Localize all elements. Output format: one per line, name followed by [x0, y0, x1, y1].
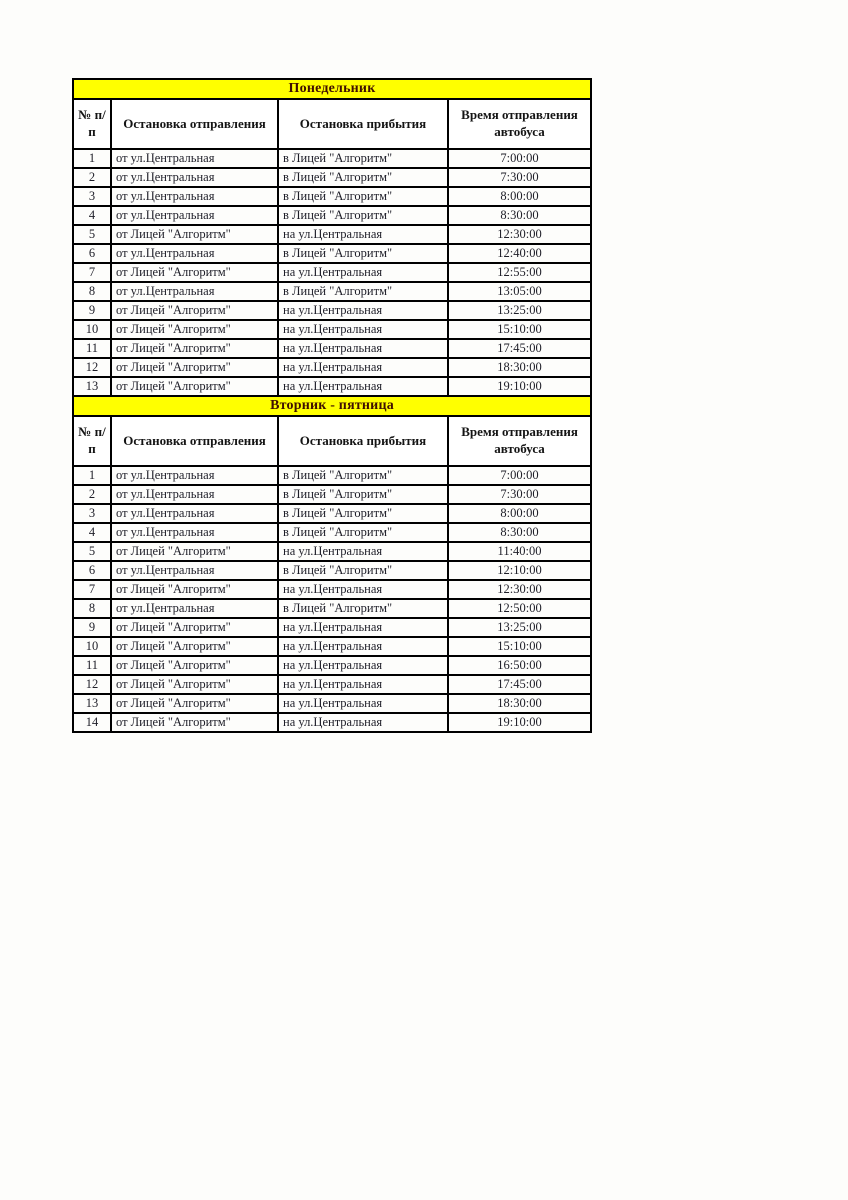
departure-stop-cell: от Лицей "Алгоритм"	[111, 358, 278, 377]
col-header-time: Время отправления автобуса	[448, 99, 591, 149]
departure-time-cell: 12:10:00	[448, 561, 591, 580]
schedule-row	[73, 561, 591, 580]
departure-time-cell: 8:30:00	[448, 523, 591, 542]
row-number-cell: 3	[73, 504, 111, 523]
schedule-row	[73, 149, 591, 168]
departure-time-cell: 19:10:00	[448, 713, 591, 732]
row-number-cell: 11	[73, 339, 111, 358]
schedule-row	[73, 485, 591, 504]
schedule-row	[73, 358, 591, 377]
departure-stop-cell: от ул.Центральная	[111, 168, 278, 187]
arrival-stop-cell: на ул.Центральная	[278, 377, 448, 396]
schedule-row	[73, 618, 591, 637]
departure-stop-cell: от Лицей "Алгоритм"	[111, 675, 278, 694]
schedule-rows-tuesday-friday	[73, 466, 591, 732]
row-number-cell: 14	[73, 713, 111, 732]
schedule-section-monday	[72, 78, 592, 397]
schedule-row	[73, 187, 591, 206]
departure-stop-cell: от ул.Центральная	[111, 282, 278, 301]
arrival-stop-cell: на ул.Центральная	[278, 301, 448, 320]
departure-stop-cell: от Лицей "Алгоритм"	[111, 580, 278, 599]
departure-time-cell: 17:45:00	[448, 339, 591, 358]
departure-time-cell: 13:25:00	[448, 301, 591, 320]
row-number-cell: 12	[73, 358, 111, 377]
row-number-cell: 5	[73, 542, 111, 561]
arrival-stop-cell: на ул.Центральная	[278, 542, 448, 561]
departure-stop-cell: от ул.Центральная	[111, 244, 278, 263]
departure-stop-cell: от ул.Центральная	[111, 187, 278, 206]
row-number-cell: 8	[73, 599, 111, 618]
row-number-cell: 7	[73, 263, 111, 282]
departure-stop-cell: от ул.Центральная	[111, 599, 278, 618]
arrival-stop-cell: на ул.Центральная	[278, 320, 448, 339]
table-title-row	[73, 79, 591, 99]
col-header-number: № п/п	[73, 416, 111, 466]
arrival-stop-cell: на ул.Центральная	[278, 225, 448, 244]
row-number-cell: 6	[73, 561, 111, 580]
arrival-stop-cell: на ул.Центральная	[278, 656, 448, 675]
departure-time-cell: 15:10:00	[448, 320, 591, 339]
schedule-row	[73, 263, 591, 282]
departure-time-cell: 7:30:00	[448, 485, 591, 504]
departure-time-cell: 7:00:00	[448, 149, 591, 168]
departure-time-cell: 17:45:00	[448, 675, 591, 694]
departure-stop-cell: от Лицей "Алгоритм"	[111, 618, 278, 637]
schedule-rows-monday	[73, 149, 591, 396]
schedule-row	[73, 206, 591, 225]
arrival-stop-cell: в Лицей "Алгоритм"	[278, 168, 448, 187]
row-number-cell: 4	[73, 206, 111, 225]
col-header-departure: Остановка отправления	[111, 416, 278, 466]
arrival-stop-cell: на ул.Центральная	[278, 618, 448, 637]
departure-stop-cell: от Лицей "Алгоритм"	[111, 320, 278, 339]
column-header-row	[73, 99, 591, 149]
col-header-arrival: Остановка прибытия	[278, 416, 448, 466]
schedule-row	[73, 504, 591, 523]
arrival-stop-cell: в Лицей "Алгоритм"	[278, 561, 448, 580]
schedule-row	[73, 282, 591, 301]
departure-stop-cell: от ул.Центральная	[111, 561, 278, 580]
col-header-number: № п/п	[73, 99, 111, 149]
row-number-cell: 13	[73, 377, 111, 396]
arrival-stop-cell: в Лицей "Алгоритм"	[278, 466, 448, 485]
arrival-stop-cell: на ул.Центральная	[278, 263, 448, 282]
departure-stop-cell: от ул.Центральная	[111, 523, 278, 542]
col-header-departure: Остановка отправления	[111, 99, 278, 149]
row-number-cell: 8	[73, 282, 111, 301]
departure-stop-cell: от Лицей "Алгоритм"	[111, 301, 278, 320]
departure-time-cell: 18:30:00	[448, 358, 591, 377]
departure-stop-cell: от Лицей "Алгоритм"	[111, 263, 278, 282]
row-number-cell: 4	[73, 523, 111, 542]
row-number-cell: 10	[73, 637, 111, 656]
row-number-cell: 2	[73, 168, 111, 187]
departure-stop-cell: от Лицей "Алгоритм"	[111, 637, 278, 656]
col-header-time: Время отправления автобуса	[448, 416, 591, 466]
bus-schedule-table-monday	[72, 78, 592, 397]
departure-stop-cell: от Лицей "Алгоритм"	[111, 542, 278, 561]
table-title-monday: Понедельник	[73, 79, 591, 99]
schedule-row	[73, 320, 591, 339]
departure-stop-cell: от Лицей "Алгоритм"	[111, 656, 278, 675]
row-number-cell: 6	[73, 244, 111, 263]
row-number-cell: 11	[73, 656, 111, 675]
departure-time-cell: 12:55:00	[448, 263, 591, 282]
schedule-row	[73, 225, 591, 244]
row-number-cell: 2	[73, 485, 111, 504]
departure-time-cell: 12:30:00	[448, 580, 591, 599]
departure-stop-cell: от ул.Центральная	[111, 485, 278, 504]
departure-time-cell: 11:40:00	[448, 542, 591, 561]
schedule-row	[73, 637, 591, 656]
departure-stop-cell: от Лицей "Алгоритм"	[111, 694, 278, 713]
departure-time-cell: 13:25:00	[448, 618, 591, 637]
departure-time-cell: 12:50:00	[448, 599, 591, 618]
departure-time-cell: 12:40:00	[448, 244, 591, 263]
departure-time-cell: 13:05:00	[448, 282, 591, 301]
arrival-stop-cell: в Лицей "Алгоритм"	[278, 599, 448, 618]
row-number-cell: 1	[73, 466, 111, 485]
col-header-arrival: Остановка прибытия	[278, 99, 448, 149]
schedule-row	[73, 580, 591, 599]
row-number-cell: 12	[73, 675, 111, 694]
arrival-stop-cell: на ул.Центральная	[278, 339, 448, 358]
table-title-tuesday-friday: Вторник - пятница	[73, 396, 591, 416]
row-number-cell: 9	[73, 618, 111, 637]
arrival-stop-cell: в Лицей "Алгоритм"	[278, 206, 448, 225]
row-number-cell: 9	[73, 301, 111, 320]
schedule-row	[73, 244, 591, 263]
row-number-cell: 5	[73, 225, 111, 244]
row-number-cell: 1	[73, 149, 111, 168]
arrival-stop-cell: на ул.Центральная	[278, 580, 448, 599]
schedule-row	[73, 301, 591, 320]
column-header-row	[73, 416, 591, 466]
schedule-row	[73, 542, 591, 561]
schedule-row	[73, 523, 591, 542]
departure-time-cell: 16:50:00	[448, 656, 591, 675]
departure-stop-cell: от Лицей "Алгоритм"	[111, 225, 278, 244]
departure-stop-cell: от Лицей "Алгоритм"	[111, 377, 278, 396]
schedule-row	[73, 339, 591, 358]
arrival-stop-cell: в Лицей "Алгоритм"	[278, 244, 448, 263]
departure-stop-cell: от ул.Центральная	[111, 206, 278, 225]
bus-schedule-table-tuesday-friday	[72, 395, 592, 733]
schedule-row	[73, 599, 591, 618]
arrival-stop-cell: на ул.Центральная	[278, 694, 448, 713]
departure-time-cell: 19:10:00	[448, 377, 591, 396]
arrival-stop-cell: в Лицей "Алгоритм"	[278, 485, 448, 504]
schedule-row	[73, 377, 591, 396]
departure-time-cell: 12:30:00	[448, 225, 591, 244]
arrival-stop-cell: на ул.Центральная	[278, 713, 448, 732]
arrival-stop-cell: в Лицей "Алгоритм"	[278, 282, 448, 301]
departure-stop-cell: от ул.Центральная	[111, 466, 278, 485]
arrival-stop-cell: в Лицей "Алгоритм"	[278, 149, 448, 168]
arrival-stop-cell: на ул.Центральная	[278, 675, 448, 694]
departure-stop-cell: от Лицей "Алгоритм"	[111, 339, 278, 358]
row-number-cell: 13	[73, 694, 111, 713]
schedule-row	[73, 675, 591, 694]
departure-time-cell: 15:10:00	[448, 637, 591, 656]
arrival-stop-cell: в Лицей "Алгоритм"	[278, 523, 448, 542]
arrival-stop-cell: на ул.Центральная	[278, 637, 448, 656]
schedule-row	[73, 694, 591, 713]
schedule-row	[73, 466, 591, 485]
departure-time-cell: 7:00:00	[448, 466, 591, 485]
schedule-row	[73, 168, 591, 187]
table-title-row	[73, 396, 591, 416]
departure-stop-cell: от ул.Центральная	[111, 504, 278, 523]
arrival-stop-cell: в Лицей "Алгоритм"	[278, 504, 448, 523]
schedule-row	[73, 656, 591, 675]
departure-time-cell: 7:30:00	[448, 168, 591, 187]
row-number-cell: 10	[73, 320, 111, 339]
departure-stop-cell: от ул.Центральная	[111, 149, 278, 168]
arrival-stop-cell: в Лицей "Алгоритм"	[278, 187, 448, 206]
departure-time-cell: 8:30:00	[448, 206, 591, 225]
row-number-cell: 3	[73, 187, 111, 206]
schedule-section-tuesday-friday	[72, 395, 592, 733]
schedule-row	[73, 713, 591, 732]
departure-time-cell: 8:00:00	[448, 187, 591, 206]
departure-stop-cell: от Лицей "Алгоритм"	[111, 713, 278, 732]
arrival-stop-cell: на ул.Центральная	[278, 358, 448, 377]
departure-time-cell: 18:30:00	[448, 694, 591, 713]
row-number-cell: 7	[73, 580, 111, 599]
departure-time-cell: 8:00:00	[448, 504, 591, 523]
